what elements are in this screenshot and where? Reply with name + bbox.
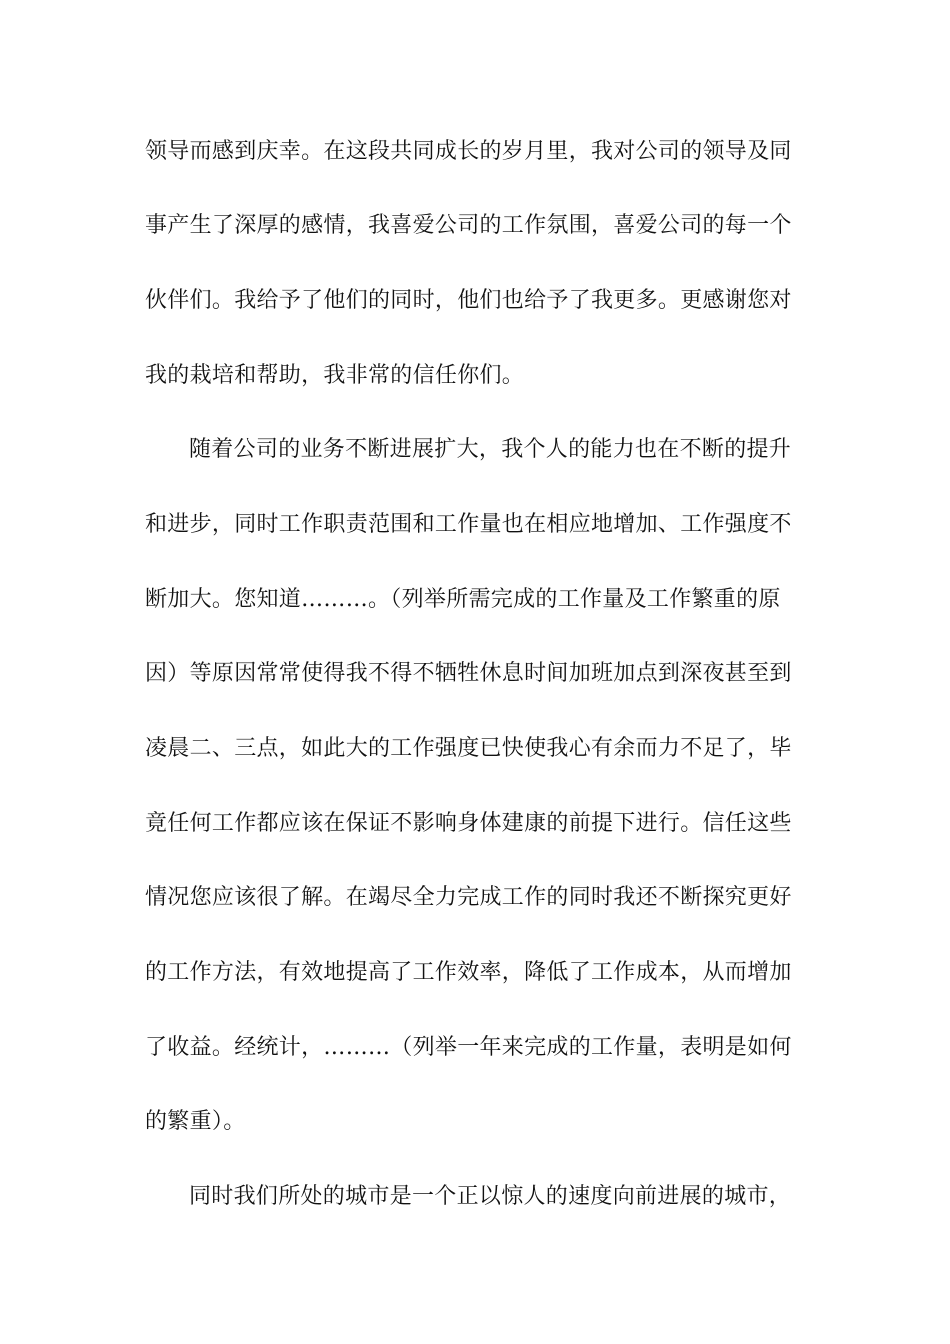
text-line: 竟任何工作都应该在保证不影响身体建康的前提下进行。信任这些 [145, 811, 792, 836]
text-line: 我的栽培和帮助，我非常的信任你们。 [145, 363, 525, 388]
text-line: 的工作方法，有效地提高了工作效率，降低了工作成本，从而增加 [145, 960, 792, 985]
text-line: 事产生了深厚的感情，我喜爱公司的工作氛围，喜爱公司的每一个 [145, 213, 792, 238]
text-line: 情况您应该很了解。在竭尽全力完成工作的同时我还不断探究更好 [145, 885, 792, 910]
text-line: 和进步，同时工作职责范围和工作量也在相应地增加、工作强度不 [145, 512, 792, 537]
text-line: 伙伴们。我给予了他们的同时，他们也给予了我更多。更感谢您对 [145, 288, 792, 313]
text-line: 断加大。您知道………。（列举所需完成的工作量及工作繁重的原 [145, 587, 781, 612]
text-line: 因）等原因常常使得我不得不牺牲休息时间加班加点到深夜甚至到 [145, 661, 792, 686]
text-line: 凌晨二、三点，如此大的工作强度已快使我心有余而力不足了，毕 [145, 736, 792, 761]
text-line: 的繁重）。 [145, 1109, 246, 1134]
text-line: 领导而感到庆幸。在这段共同成长的岁月里，我对公司的领导及同 [145, 139, 792, 164]
paragraph-start-line: 同时我们所处的城市是一个正以惊人的速度向前进展的城市， [189, 1184, 792, 1209]
paragraph-start-line: 随着公司的业务不断进展扩大，我个人的能力也在不断的提升 [189, 437, 792, 462]
text-line: 了收益。经统计，………（列举一年来完成的工作量，表明是如何 [145, 1035, 792, 1060]
